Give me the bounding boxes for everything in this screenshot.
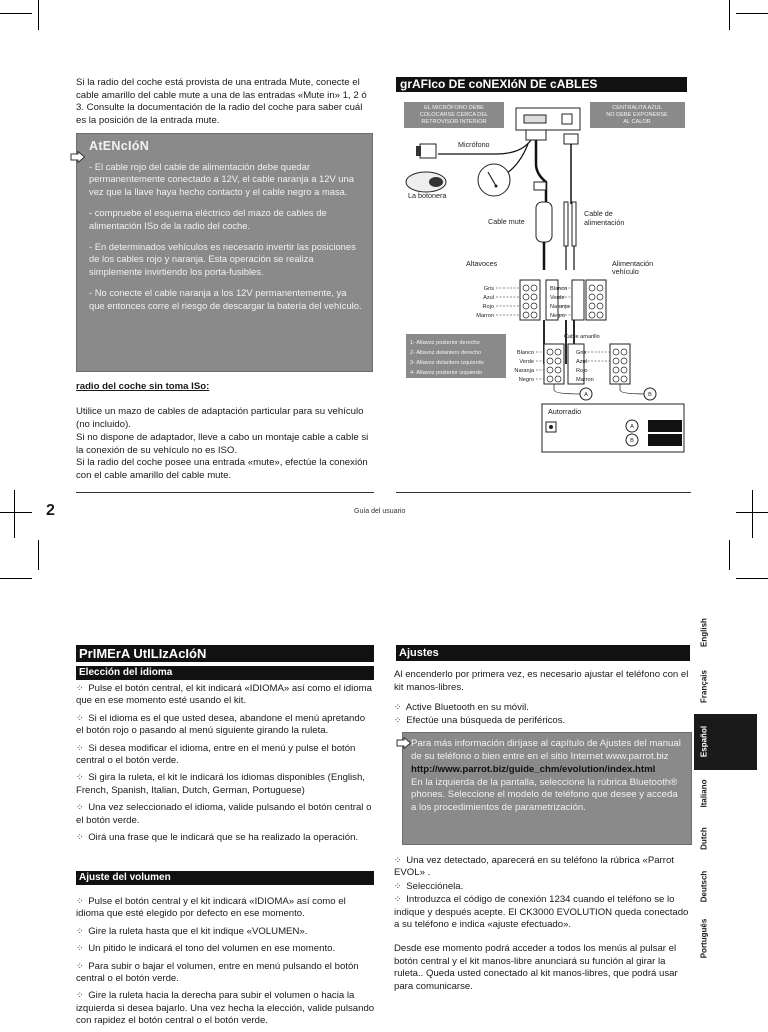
crop-mark [0, 578, 32, 579]
attention-item: - No conecte el cable naranja a los 12V permanentemente, ya que entonces corre el riesgo de descargar la batería del vehículo. [89, 287, 362, 311]
bullet-icon: ⁘ [76, 925, 84, 936]
list-item: ⁘ Pulse el botón central y el kit indicará «IDIOMA» así como el idioma que esté elegido por defecto en ese momento. [76, 896, 346, 920]
no-iso-line: Utilice un mazo de cables de adaptación particular para su vehículo (no incluido). [76, 406, 364, 430]
language-heading: Elección del idioma [76, 666, 374, 680]
info-box [402, 732, 692, 845]
tab-portugues[interactable]: Português [699, 918, 709, 959]
wiring-diagram [396, 94, 691, 456]
label-alim-cable-2: alimentación [584, 218, 625, 227]
crop-mark [752, 490, 753, 538]
crop-mark [736, 13, 768, 14]
crop-mark [38, 540, 39, 570]
connector-a-label: A [630, 424, 634, 430]
note-box-line: CENTRALITA AZUL [612, 105, 662, 111]
crop-mark [736, 578, 768, 579]
wire-label: Azul [576, 359, 587, 365]
crop-mark [0, 512, 32, 513]
tab-deutsch[interactable]: Deutsch [699, 870, 709, 903]
no-iso-heading: radio del coche sin toma ISo: [76, 381, 210, 392]
list-item: ⁘ Si el idioma es el que usted desea, abandone el menú apretando el botón rojo o pasando al menú siguiente girando la ruleta. [76, 712, 366, 737]
list-item: ⁘ Gire la ruleta hacia la derecha para subir el volumen o hacia la izquierda si desea bajarlo. Una vez hecha la elección, valide pulsando con rapidez el botón central o el botón verde. [76, 990, 375, 1027]
arrow-right-icon [70, 151, 86, 163]
detected-list [394, 854, 690, 931]
tab-dutch[interactable]: Dutch [699, 827, 709, 850]
wire-label: Negro [550, 313, 566, 319]
attention-title: AtENcIóN [89, 139, 150, 153]
list-item: ⁘ Active Bluetooth en su móvil. [394, 702, 529, 713]
wire-label: Verde [519, 359, 534, 365]
note-box-line: NO DEBE EXPONERSE [606, 112, 668, 118]
attention-item: - El cable rojo del cable de alimentación debe quedar permanentemente conectado a 12V, el cable naranja a 12V una vez que la llave haya hecho contacto y el cable negro a masa. [89, 161, 354, 197]
bullet-icon: ⁘ [394, 855, 402, 865]
wire-label: Negro [518, 377, 534, 383]
list-item: ⁘ Una vez seleccionado el idioma, valide pulsando el botón central o el botón verde. [76, 802, 372, 826]
list-item: ⁘ Una vez detectado, aparecerá en su teléfono la rúbrica «Parrot EVOL» . [394, 855, 674, 879]
bullet-icon: ⁘ [76, 683, 84, 693]
arrow-right-icon [396, 737, 412, 749]
crop-mark [729, 540, 730, 570]
bullet-icon: ⁘ [76, 772, 84, 783]
tab-italiano[interactable]: Italiano [699, 779, 709, 808]
bullet-icon: ⁘ [394, 715, 402, 726]
label-mic: Micrófono [458, 140, 490, 149]
no-iso-line: Si la radio del coche posee una entrada «mute», efectúe la conexión con el cable amarillo del cable mute. [76, 457, 368, 481]
wire-label: Gris [576, 350, 587, 356]
crop-mark [14, 490, 15, 538]
page-number: 2 [46, 502, 55, 519]
bullet-icon: ⁘ [76, 802, 84, 813]
bullet-icon: ⁘ [76, 742, 84, 753]
label-alim-veh-1: Alimentación [612, 259, 654, 268]
bullet-icon: ⁘ [76, 896, 84, 906]
info-text: En la izquierda de la pantalla, seleccione la rúbrica Bluetooth® phones. Seleccione el modelo de teléfono que desee y acceda a los procedimientos de parametrización. [411, 776, 678, 813]
note-box-line: AL CALOR [623, 119, 651, 125]
wire-label: Gris [483, 286, 494, 292]
tab-francais[interactable]: Français [699, 670, 709, 703]
info-text: Para más información diríjase al capítulo de Ajustes del manual de su teléfono o bien entre en el sitio Internet www.parrot.biz [411, 738, 681, 762]
list-item: ⁘ Introduzca el código de conexión 1234 cuando el teléfono se lo indique y después acepte. El CK3000 EVOLUTION queda conectado a su teléfono e indica «ajuste efectuado». [394, 894, 689, 931]
settings-closing: Desde ese momento podrá acceder a todos los menús al pulsar el botón central y el kit manos-libre anunciará su función al girar la ruleta.. Queda usted conectado al kit manos-libres, que podrá usar para comunicarse. [394, 943, 678, 992]
wire-label: Blanco [550, 286, 568, 292]
connector-b-label: B [648, 392, 652, 398]
list-item: ⁘ Si gira la ruleta, el kit le indicará los idiomas disponibles (English, French, Spanish, Italian, Dutch, German, Portuguese) [76, 772, 365, 796]
attention-item: - En determinados vehículos es necesario invertir las posiciones de los cables rojo y naranja. Esta operación se realiza simplemente invirtiendo los porta-fusibles. [89, 241, 356, 277]
list-item: ⁘ Selecciónela. [394, 880, 464, 892]
volume-list [76, 895, 375, 1032]
connector-a-label: A [584, 392, 588, 398]
wire-label: Verde [550, 295, 565, 301]
legend-item: 3- Altavoz delantero izquierdo [410, 360, 484, 366]
bullet-icon: ⁘ [394, 880, 402, 891]
legend-item: 1- Altavoz posterior derecho [410, 340, 480, 346]
crop-mark [0, 13, 32, 14]
no-iso-line: Si no dispone de adaptador, lleve a cabo un montaje cable a cable si la conexión de su vehículo no es ISO. [76, 432, 369, 456]
legend-item: 2- Altavoz delantero derecho [410, 350, 482, 356]
settings-title: Ajustes [396, 645, 690, 661]
wire-label: Naranja [514, 368, 534, 374]
label-cable-amarillo: Cable amarillo [564, 334, 600, 340]
crop-mark [38, 0, 39, 30]
label-botonera: La botonera [408, 191, 447, 200]
divider [396, 492, 691, 493]
attention-box [76, 133, 373, 372]
list-item: ⁘ Un pitido le indicará el tono del volumen en ese momento. [76, 943, 336, 955]
tab-english[interactable]: English [699, 618, 709, 647]
bullet-icon: ⁘ [394, 702, 402, 712]
label-alim-cable-1: Cable de [584, 209, 613, 218]
bullet-icon: ⁘ [76, 832, 84, 843]
diagram-title: grAFIco DE coNEXIóN DE cABLES [396, 77, 687, 92]
list-item: ⁘ Gire la ruleta hasta que el kit indique «VOLUMEN». [76, 925, 308, 937]
divider [76, 492, 374, 493]
wire-label: Azul [483, 295, 494, 301]
list-item: ⁘ Efectúe una búsqueda de periféricos. [394, 715, 566, 727]
settings-steps [394, 701, 690, 728]
note-mic-line: EL MICRÓFONO DEBE [424, 105, 484, 111]
first-use-title: PrIMErA UtILIzAcIóN [76, 645, 374, 662]
settings-intro: Al encenderlo por primera vez, es necesario ajustar el teléfono con el kit manos-libres. [394, 669, 689, 693]
attention-item: - compruebe el esquema eléctrico del mazo de cables de alimentación ISo de la radio del coche. [89, 207, 327, 231]
info-link[interactable]: http://www.parrot.biz/guide_chm/evolution/index.html [411, 764, 683, 777]
wire-label: Naranja [550, 304, 570, 310]
label-mute: Cable mute [488, 217, 525, 226]
bullet-icon: ⁘ [76, 712, 84, 723]
wire-label: Blanco [516, 350, 534, 356]
wire-label: Marron [476, 313, 494, 319]
tab-espanol[interactable]: Español [699, 725, 709, 758]
bullet-icon: ⁘ [76, 960, 84, 971]
wire-label: Rojo [482, 304, 494, 310]
list-item: ⁘ Si desea modificar el idioma, entre en el menú y pulse el botón central o el botón verde. [76, 742, 356, 767]
bullet-icon: ⁘ [76, 990, 84, 1001]
label-altavoces: Altavoces [466, 259, 498, 268]
volume-heading: Ajuste del volumen [76, 871, 374, 885]
bullet-icon: ⁘ [394, 894, 402, 905]
label-alim-veh-2: vehículo [612, 267, 639, 276]
connector-b-label: B [630, 438, 634, 444]
label-autorradio: Autorradio [548, 407, 582, 416]
language-list [76, 682, 375, 848]
list-item: ⁘ Oirá una frase que le indicará que se ha realizado la operación. [76, 832, 359, 844]
note-mic-line: RETROVISOR INTERIOR [421, 119, 487, 125]
note-mic-line: COLOCARSE CERCA DEL [419, 112, 489, 118]
list-item: ⁘ Pulse el botón central, el kit indicará «IDIOMA» así como el idioma que en ese momento esté usando el kit. [76, 683, 372, 707]
list-item: ⁘ Para subir o bajar el volumen, entre en menú pulsando el botón central o el botón verde. [76, 960, 359, 985]
wire-label: Marron [576, 377, 594, 383]
intro-paragraph: Si la radio del coche está provista de una entrada Mute, conecte el cable amarillo del cable mute a una de las entradas «Mute in» 1, 2 ó 3. Consulte la documentación de la radio del coche para saber cuál es la posición de la entrada mute. [76, 77, 367, 126]
footer-text: Guía del usuario [354, 508, 406, 515]
legend-item: 4- Altavoz posterior izquierdo [410, 370, 483, 376]
crop-mark [729, 0, 730, 30]
bullet-icon: ⁘ [76, 943, 84, 954]
wire-label: Rojo [576, 368, 588, 374]
